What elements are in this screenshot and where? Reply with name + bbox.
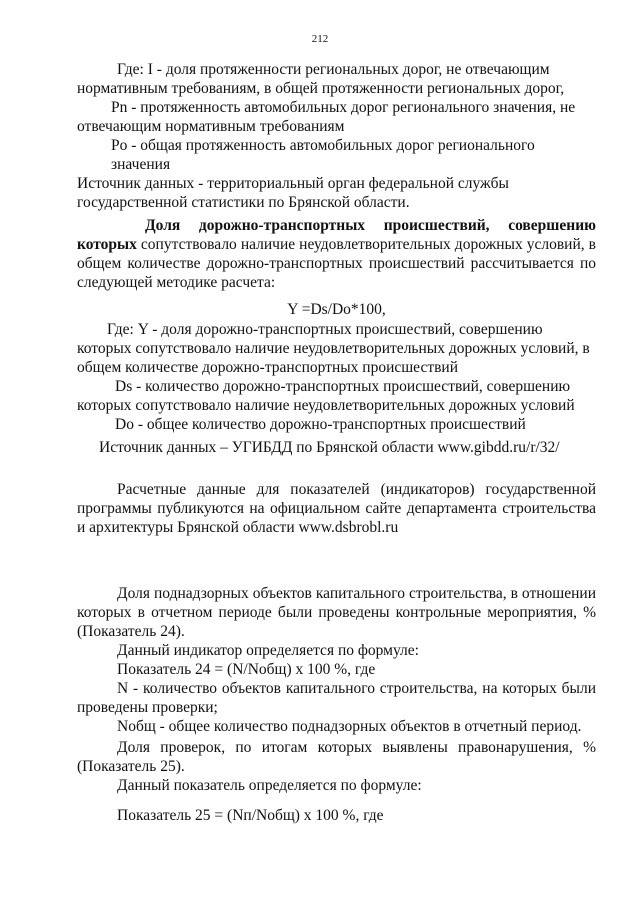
n-definition: N - количество объектов капитального строительства, на которых были проведены проверки; bbox=[77, 680, 596, 716]
do-definition: Do - общее количество дорожно-транспортных происшествий bbox=[115, 416, 526, 433]
ds-definition-1: Ds - количество дорожно-транспортных происшествий, совершению bbox=[115, 378, 571, 395]
indicator-24-method: Данный индикатор определяется по формуле: bbox=[117, 642, 419, 659]
y-definition-2: которых сопутствовало наличие неудовлетворительных дорожных условий, в bbox=[77, 340, 590, 357]
heading-word-2: дорожно-транспортных bbox=[198, 217, 366, 234]
pn-definition-1: Pn - протяженность автомобильных дорог регионального значения, не bbox=[111, 99, 576, 116]
dtp-description bbox=[77, 235, 596, 292]
page-number: 212 bbox=[311, 33, 329, 45]
indicator-24-formula: Показатель 24 = (N/Nобщ) x 100 %, где bbox=[117, 661, 376, 678]
dtp-definitions bbox=[77, 320, 596, 434]
source-line-1: Источник данных - территориальный орган федеральной службы bbox=[77, 175, 509, 192]
source-line-2: государственной статистики по Брянской области. bbox=[77, 194, 410, 211]
indicator-25-formula: Показатель 25 = (Nп/Nобщ) x 100 %, где bbox=[117, 807, 384, 824]
dtp-share-section bbox=[77, 216, 596, 292]
region-roads-definitions bbox=[77, 60, 596, 212]
dtp-heading-line bbox=[77, 216, 596, 235]
y-definition-3: общем количестве дорожно-транспортных происшествий bbox=[77, 359, 459, 376]
where-line-2: нормативным требованиям, в общей протяженности региональных дорог, bbox=[77, 80, 565, 97]
dtp-description-rest: сопутствовало наличие неудовлетворительных дорожных условий, в общем количестве дорожно-транспортных происшествий рассчитывается по следующей методике расчета: bbox=[77, 236, 596, 291]
dtp-formula: Y =Ds/Do*100, bbox=[287, 301, 386, 318]
publication-note: Расчетные данные для показателей (индикаторов) государственной программы публикуются на официальном сайте департамента строительства и архитектуры Брянской области www.dsbrobl.ru bbox=[77, 481, 596, 536]
pn-definition-2: отвечающим нормативным требованиям bbox=[77, 118, 345, 135]
heading-word-1: Доля bbox=[145, 217, 181, 234]
indicator-25-section bbox=[77, 738, 596, 795]
dtp-source: Источник данных – УГИБДД по Брянской области www.gibdd.ru/r/32/ bbox=[99, 439, 560, 456]
where-line-1: Где: I - доля протяженности региональных дорог, не отвечающим bbox=[117, 61, 550, 78]
indicator-25-method: Данный показатель определяется по формуле: bbox=[117, 777, 422, 794]
heading-word-3: происшествий, bbox=[383, 217, 490, 234]
indicator-25-description: Доля проверок, по итогам которых выявлены правонарушения, % (Показатель 25). bbox=[77, 739, 596, 775]
ds-definition-2: которых сопутствовало наличие неудовлетворительных дорожных условий bbox=[77, 397, 575, 414]
nobsh-definition: Nобщ - общее количество поднадзорных объектов в отчетный период. bbox=[117, 718, 582, 735]
dtp-bold-tail: которых bbox=[77, 236, 137, 253]
y-definition-1: Где: Y - доля дорожно-транспортных происшествий, совершению bbox=[107, 321, 543, 338]
heading-word-4: совершению bbox=[508, 217, 596, 234]
indicator-24-section bbox=[77, 584, 596, 736]
indicator-24-description: Доля поднадзорных объектов капитального строительства, в отношении которых в отчетном периоде были проведены контрольные мероприятия, % (Показатель 24). bbox=[77, 585, 596, 640]
po-definition: Po - общая протяженность автомобильных дорог регионального значения bbox=[111, 137, 535, 173]
